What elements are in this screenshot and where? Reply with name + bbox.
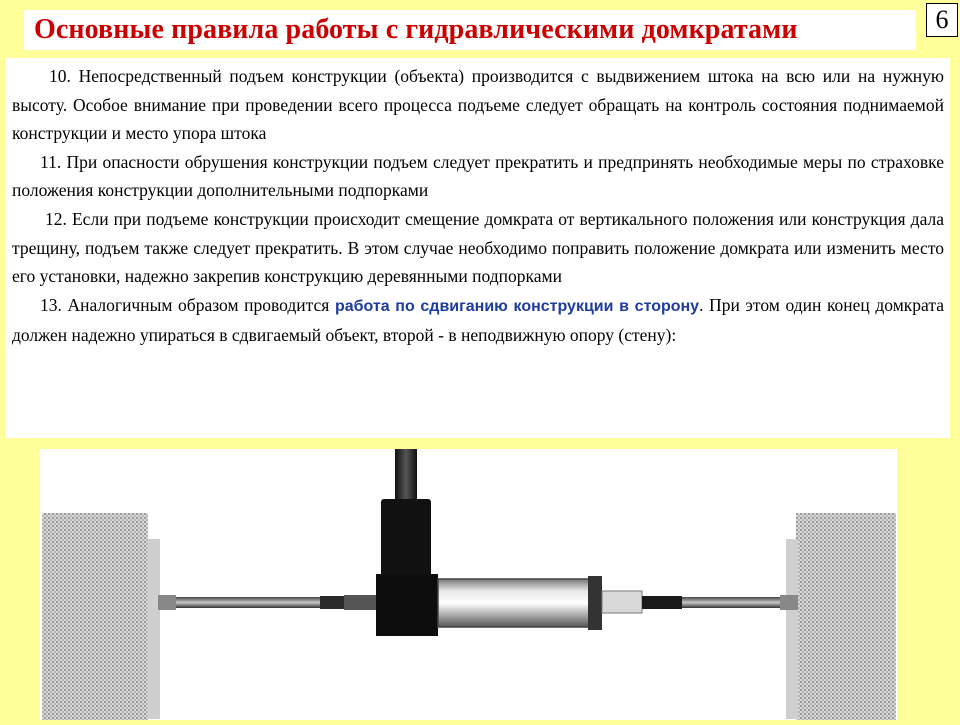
paragraph-13-end: . При этом один конец домкрата должен надежно упираться в сдвигаемый объект, второй - в неподвижную опору (стену): [12,294,944,346]
right-object-edge [786,539,798,719]
left-coupling [320,596,344,609]
jack-illustration [40,449,897,720]
right-object-block [796,513,896,720]
left-collar [344,595,376,610]
jack-diagram-svg [40,449,897,720]
paragraph-11: 11. При опасности обрушения конструкции подъем следует прекратить и предпринять необходимые меры по страховке положения конструкции дополнительными подпорками [12,151,944,201]
pump-hose [395,449,417,499]
paragraph-10: 10. Непосредственный подъем конструкции (объекта) производится с выдвижением штока на всю или на нужную высоту. Особое внимание при проведении всего процесса подъеме следует обращать на контроль состояния поднимаемой конструкции и место упора штока [12,66,944,144]
right-coupling [642,596,682,609]
paragraph-13-start: 13. Аналогичным образом проводится [40,294,335,315]
slide-number: 6 [926,3,958,37]
piston-sleeve [602,591,642,613]
slide-title: Основные правила работы с гидравлическими домкратами [34,14,798,45]
right-rod-end [780,595,798,610]
paragraph-12: 12. Если при подъеме конструкции происходит смещение домкрата от вертикального положения или конструкция дала трещину, подъем также следует прекратить. В этом случае необходимо поправить положение домкрата или изменить место его установки, надежно закрепив конструкцию деревянными подпорками [12,208,944,287]
valve-block [376,574,438,636]
body-text-panel [5,58,950,438]
cylinder-end-cap [588,576,602,630]
left-rod-end [158,595,176,610]
title-banner [24,10,916,50]
left-wall-edge [148,539,160,719]
right-rod [682,597,792,608]
hose-fitting [381,499,431,579]
jack-cylinder [438,579,600,627]
paragraph-13 [12,291,944,350]
left-wall-block [42,513,148,720]
paragraph-13-highlight: работа по сдвиганию конструкции в сторону [334,297,700,315]
